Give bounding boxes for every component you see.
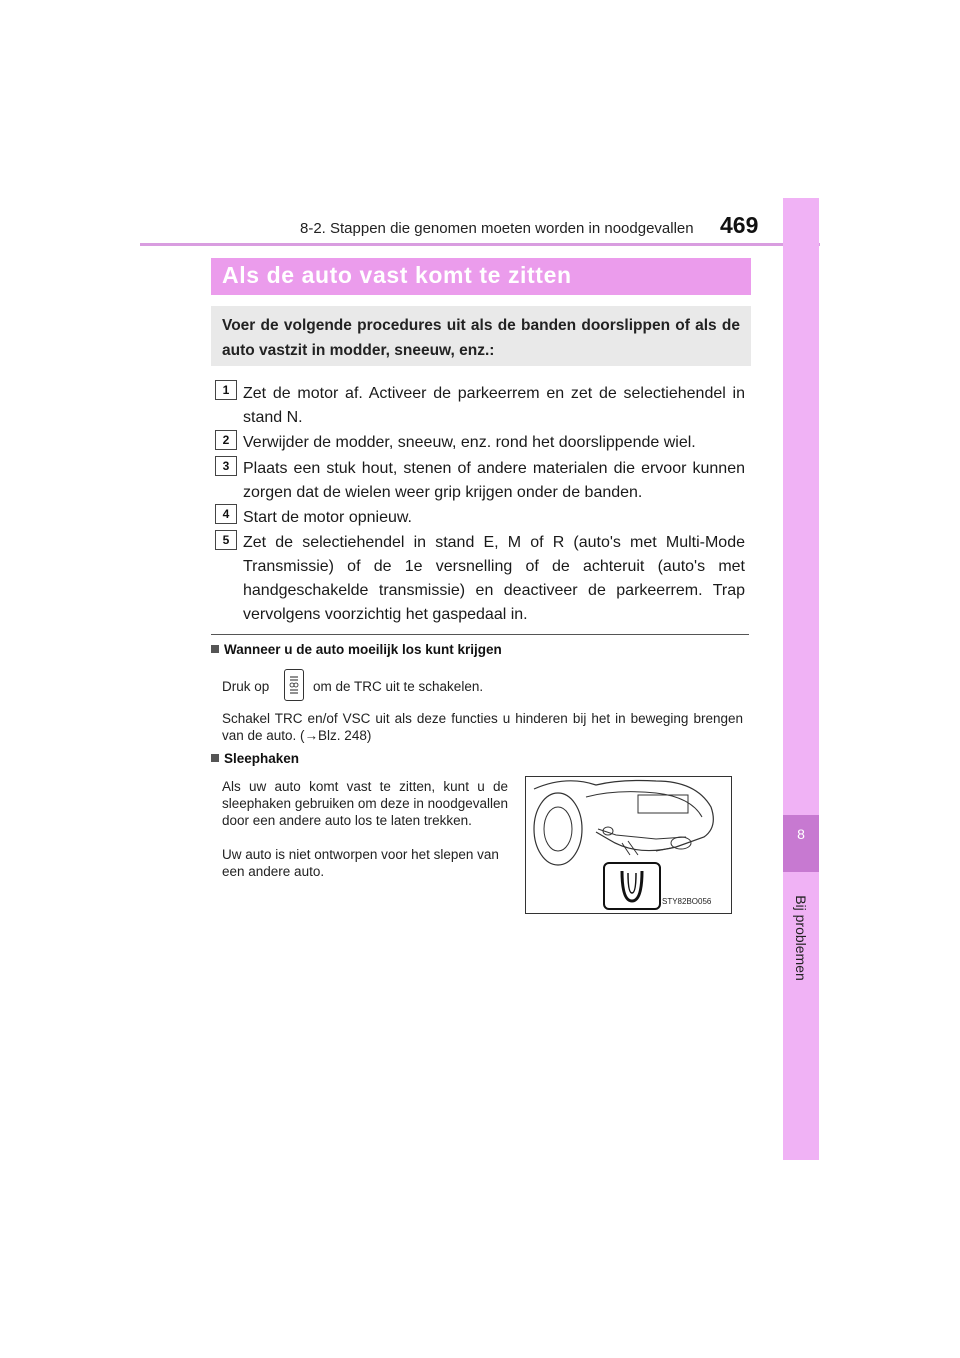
trc-off-glyph-icon xyxy=(285,670,303,700)
page-number: 469 xyxy=(720,212,759,238)
section-divider xyxy=(211,634,749,635)
step-badge-1: 1 xyxy=(215,380,237,400)
car-rear-towing-hook-icon xyxy=(526,777,731,913)
running-header: 8-2. Stappen die genomen moeten worden in noodgevallen xyxy=(300,220,694,237)
header-divider xyxy=(140,243,820,246)
figure-code: STY82BO056 xyxy=(662,897,712,906)
step-text-3: Plaats een stuk hout, stenen of andere materialen die ervoor kunnen zorgen dat de wielen weer grip krijgen onder de banden. xyxy=(243,460,745,501)
step-text-4: Start de motor opnieuw. xyxy=(243,509,412,526)
step-badge-2: 2 xyxy=(215,430,237,450)
trc-instruction-before: Druk op xyxy=(222,679,270,694)
trc-vsc-paragraph: Schakel TRC en/of VSC uit als deze functies u hinderen bij het in beweging brengen van de auto. (→Blz. 248) xyxy=(222,711,743,743)
step-text-5: Zet de selectiehendel in stand E, M of R (auto's met Multi-Mode Transmissie) of de 1e versnelling of de achteruit (auto's met handgeschakelde transmissie) en deactiveer de parkeerrem. Trap vervolgens voorzichtig het gaspedaal in. xyxy=(243,534,745,623)
towing-paragraph-2: Uw auto is niet ontworpen voor het slepen van een andere auto. xyxy=(222,847,499,879)
step-badge-5: 5 xyxy=(215,530,237,550)
chapter-side-tab xyxy=(783,198,819,1160)
step-badge-3: 3 xyxy=(215,456,237,476)
step-text-2: Verwijder de modder, sneeuw, enz. rond het doorslippende wiel. xyxy=(243,434,696,451)
section-title: Als de auto vast komt te zitten xyxy=(222,262,572,288)
towing-hook-illustration xyxy=(525,776,732,914)
trc-instruction-after: om de TRC uit te schakelen. xyxy=(313,679,484,694)
step-badge-4: 4 xyxy=(215,504,237,524)
chapter-title: Bij problemen xyxy=(793,895,809,981)
subsection-heading-stuck: Wanneer u de auto moeilijk los kunt krijgen xyxy=(211,642,502,657)
subsection-heading-towing: Sleephaken xyxy=(211,751,299,766)
towing-paragraph-1: Als uw auto komt vast te zitten, kunt u de sleephaken gebruiken om deze in noodgevallen door een andere auto los te laten trekken. xyxy=(222,779,508,828)
chapter-number: 8 xyxy=(797,826,805,842)
intro-text: Voer de volgende procedures uit als de banden doorslippen of als de auto vastzit in modder, sneeuw, enz.: xyxy=(222,317,740,359)
chapter-number-tab xyxy=(783,815,819,872)
trc-off-button-icon xyxy=(284,669,304,701)
step-text-1: Zet de motor af. Activeer de parkeerrem en zet de selectiehendel in stand N. xyxy=(243,385,745,426)
square-bullet-icon xyxy=(211,645,219,653)
square-bullet-icon xyxy=(211,754,219,762)
